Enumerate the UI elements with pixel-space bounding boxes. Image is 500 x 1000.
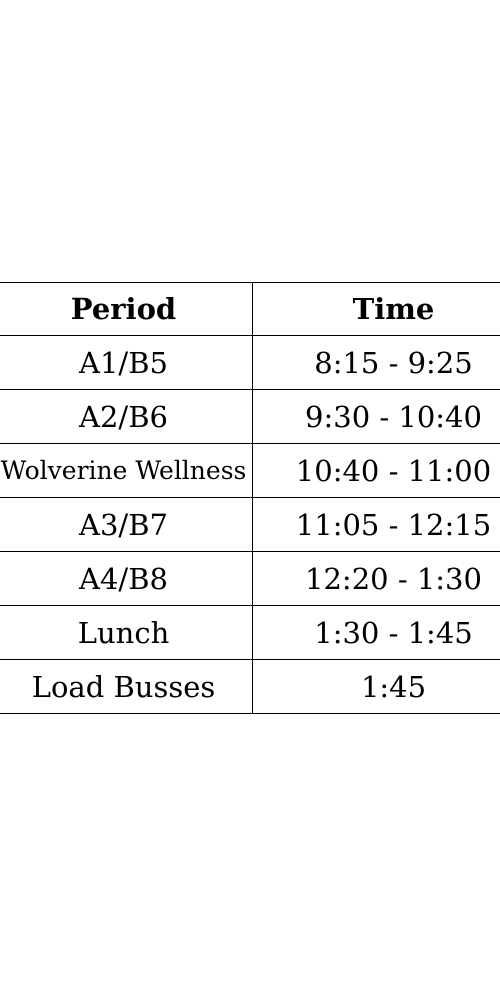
time-cell: 1:45 — [253, 660, 500, 714]
table-row — [0, 390, 500, 444]
time-header: Time — [253, 283, 500, 336]
table-row — [0, 660, 500, 714]
period-header: Period — [0, 283, 253, 336]
schedule-table — [0, 282, 500, 714]
table-row — [0, 498, 500, 552]
period-cell: A2/B6 — [0, 390, 253, 444]
time-cell: 8:15 - 9:25 — [253, 336, 500, 390]
period-cell: Load Busses — [0, 660, 253, 714]
table-row — [0, 606, 500, 660]
time-cell: 9:30 - 10:40 — [253, 390, 500, 444]
time-cell: 1:30 - 1:45 — [253, 606, 500, 660]
period-cell: A4/B8 — [0, 552, 253, 606]
period-cell: Lunch — [0, 606, 253, 660]
period-cell: A3/B7 — [0, 498, 253, 552]
time-cell: 12:20 - 1:30 — [253, 552, 500, 606]
time-cell: 11:05 - 12:15 — [253, 498, 500, 552]
table-row — [0, 552, 500, 606]
header-row — [0, 283, 500, 336]
period-cell: A1/B5 — [0, 336, 253, 390]
time-cell: 10:40 - 11:00 — [253, 444, 500, 498]
table-row — [0, 444, 500, 498]
period-cell: Wolverine Wellness — [0, 444, 253, 498]
table-row — [0, 336, 500, 390]
